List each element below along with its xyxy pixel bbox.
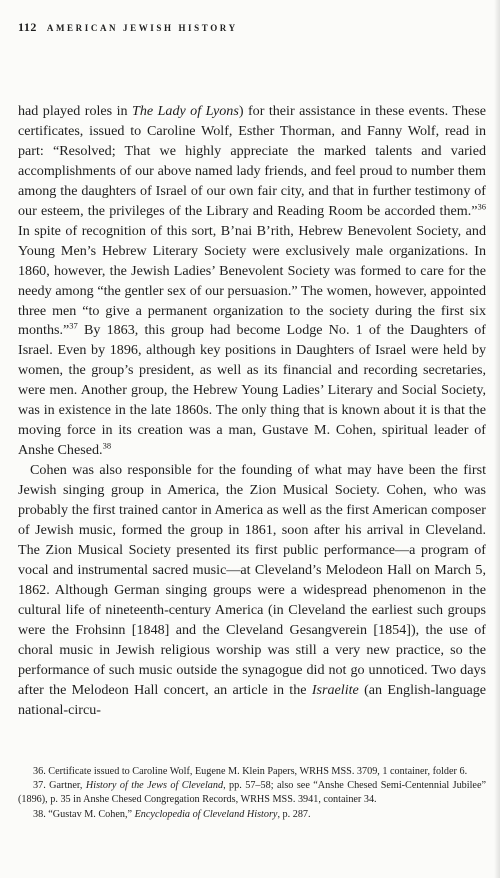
running-title: AMERICAN JEWISH HISTORY — [46, 23, 238, 33]
footnote-37 — [18, 779, 486, 807]
footnote-38-end: , p. 287. — [277, 808, 311, 820]
footnotes — [18, 765, 486, 822]
paragraph-1 — [18, 102, 486, 461]
paragraph-1-text-c: By 1863, this group had become Lodge No. 1 of the Daughters of Israel. Even by 1896, although key positions in Daughters of Israel were held by women, the group’s president, as well as its financial and recording secretaries, were men. Another group, the Hebrew Young Ladies’ Literary and Social Society, was in existence in the late 1860s. The only thing that is known about it is that the moving force in its creation was a man, Gustave M. Cohen, spiritual leader of Anshe Chesed. — [18, 322, 486, 459]
paragraph-2-text-b: (an English-language national-circu- — [18, 681, 487, 718]
page-edge-shadow — [494, 0, 500, 878]
paragraph-2 — [18, 461, 486, 720]
footnote-38 — [18, 808, 486, 822]
footnote-38-start: 38. “Gustav M. Cohen,” — [33, 808, 135, 820]
footnote-37-title: History of the Jews of Cleveland — [85, 780, 224, 792]
footnote-37-end: , pp. 57–58; also see “Anshe Chesed Semi-Centennial Jubilee” (1896), p. 35 in Anshe Chesed Congregation Records, WRHS MSS. 3941, container 34. — [18, 780, 486, 806]
paragraph-1-text-start: had played roles in — [18, 103, 132, 119]
footnote-36: 36. Certificate issued to Caroline Wolf, Eugene M. Klein Papers, WRHS MSS. 3709, 1 container, folder 6. — [33, 766, 468, 777]
page-number: 112 — [18, 20, 37, 34]
body-text — [18, 102, 486, 721]
paragraph-2-text-a: Cohen was also responsible for the founding of what may have been the first Jewish singing group in America, the Zion Musical Society. Cohen, who was probably the first trained cantor in America as well as the first American composer of Jewish music, formed the group in 1861, soon after his arrival in Cleveland. The Zion Musical Society presented its first public performance—a program of vocal and instrumental sacred music—at Cleveland’s Melodeon Hall on March 5, 1862. Although German singing groups were a widespread phenomenon in the cultural life of nineteenth-century America (in Cleveland the earliest such groups were the Frohsinn [1848] and the Cleveland Gesangverein [1854]), the use of choral music in Jewish religious worship was still a very new practice, so the performance of such music outside the synagogue did not go unnoticed. Two days after the Melodeon Hall concert, an article in the — [18, 462, 486, 698]
footnote-ref-37[interactable]: 37 — [69, 320, 78, 331]
footnote-ref-36[interactable]: 36 — [477, 201, 486, 212]
italic-title-israelite: Israelite — [311, 681, 359, 698]
footnote-37-start: 37. Gartner, — [33, 780, 86, 792]
footnote-ref-38[interactable]: 38 — [102, 440, 112, 451]
paragraph-1-text-a: ) for their assistance in these events. These certificates, issued to Caroline Wolf, Esther Thorman, and Fanny Wolf, read in part: “Resolved; That we highly appreciate the marked talents and varied accomplishments of our above named lady friends, and feel proud to number them among the daughters of Israel of our own fair city, and that in further testimony of our esteem, the privileges of the Library and Reading Room be accorded them.” — [18, 103, 486, 219]
paragraph-1-text-b: In spite of recognition of this sort, B’nai B’rith, Hebrew Benevolent Society, and Young Men’s Hebrew Literary Society were exclusively male organizations. In 1860, however, the Jewish Ladies’ Benevolent Society was formed to care for the needy among “the gentler sex of our persuasion.” The women, however, appointed three men “to give a permanent organization to the society during the first six months.” — [18, 222, 486, 339]
footnote-38-title: Encyclopedia of Cleveland History — [134, 808, 278, 820]
italic-title-lady-of-lyons: The Lady of Lyons — [132, 103, 239, 119]
running-head — [18, 20, 238, 35]
